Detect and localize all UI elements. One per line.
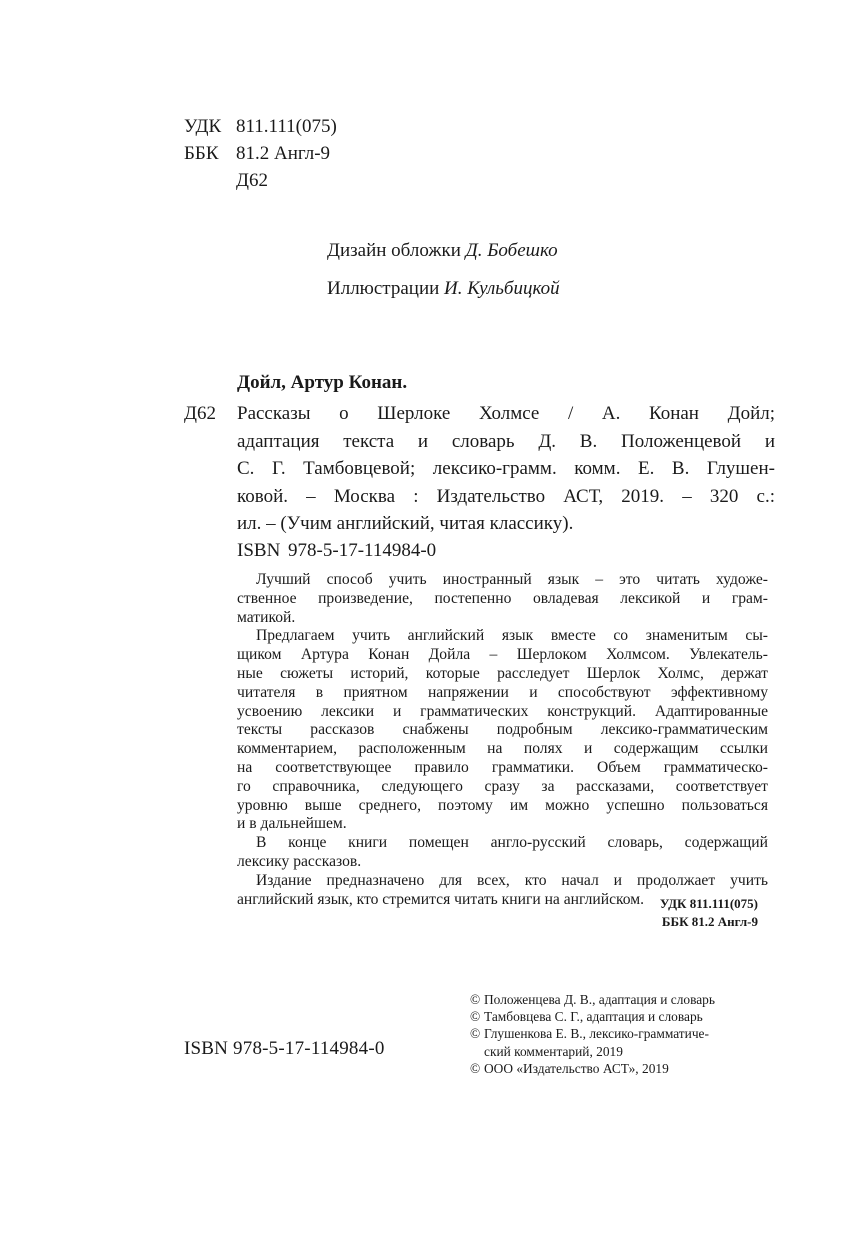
copyright-line (470, 1060, 775, 1077)
copyright-line (470, 1025, 775, 1042)
copyright-text: Положенцева Д. В., адаптация и словарь (484, 992, 715, 1007)
illustrations-label: Иллюстрации (327, 278, 440, 299)
abstract-line: уровню выше среднего, поэтому им можно успешно пользоваться (237, 796, 768, 814)
copyright-symbol: © (470, 1026, 481, 1042)
bib-line: ил. – (Учим английский, читая классику). (237, 513, 574, 534)
copyright-symbol: © (470, 992, 481, 1007)
author-mark: Д62 (236, 170, 268, 191)
bib-line: С. Г. Тамбовцевой; лексико-грамм. комм. Е. В. Глушен- (237, 458, 775, 479)
isbn-top: ISBN 978-5-17-114984-0 (237, 540, 437, 561)
index-codes (600, 895, 775, 931)
abstract-line: Предлагаем учить английский язык вместе со знаменитым сы- (256, 627, 768, 645)
udk-row (184, 113, 337, 140)
copyright-block (470, 991, 775, 1077)
copyright-text: Тамбовцева С. Г., адаптация и словарь (484, 1009, 703, 1025)
index-bbk: ББК 81.2 Англ-9 (661, 914, 758, 929)
copyright-text: ООО «Издательство АСТ», 2019 (484, 1060, 669, 1076)
abstract-line: на соответствующее правило грамматики. Объем грамматическо- (237, 758, 768, 776)
illustrations-credit (327, 278, 560, 300)
classification-block (184, 113, 337, 194)
abstract-line: и в дальнейшем. (237, 815, 347, 833)
abstract (237, 571, 768, 909)
abstract-line: английский язык, кто стремится читать книги на английском. (237, 890, 645, 908)
abstract-line: ные сюжеты историй, которые расследует Шерлок Холмс, держат (237, 664, 768, 682)
cover-design-label: Дизайн обложки (327, 240, 461, 261)
copyright-text-continued: ский комментарий, 2019 (484, 1043, 623, 1059)
abstract-line: комментарием, расположенным на полях и содержащим ссылки (237, 740, 768, 758)
bibliography-code: Д62 (184, 403, 216, 424)
copyright-text: Глушенкова Е. В., лексико-грамматиче- (484, 1026, 709, 1042)
bib-line: адаптация текста и словарь Д. В. Положенцевой и (237, 430, 775, 452)
abstract-line: В конце книги помещен англо-русский словарь, содержащий (256, 834, 768, 852)
abstract-line: усвоению лексики и грамматических конструкций. Адаптированные (237, 702, 768, 720)
copyright-symbol: © (470, 1060, 481, 1076)
abstract-line: матикой. (237, 608, 296, 626)
abstract-line: Издание предназначено для всех, кто начал и продолжает учить (256, 871, 768, 889)
bbk-row (184, 140, 337, 167)
copyright-line (470, 1008, 775, 1025)
book-author: Дойл, Артур Конан. (237, 372, 408, 393)
abstract-line: щиком Артура Конан Дойла – Шерлоком Холмсом. Увлекатель- (237, 646, 768, 664)
cover-design-credit (327, 240, 558, 262)
bbk-label: ББК (184, 143, 219, 164)
cover-designer-name: Д. Бобешко (465, 240, 558, 261)
index-udk: УДК 811.111(075) (659, 896, 758, 911)
abstract-line: тексты рассказов снабжены подробным лексико-грамматическим (237, 721, 768, 739)
bib-line: Рассказы о Шерлоке Холмсе / А. Конан Дойл; (237, 403, 775, 424)
bib-line: ковой. – Москва : Издательство АСТ, 2019. – 320 с.: (237, 485, 775, 507)
bbk-value: 81.2 Англ-9 (236, 143, 331, 164)
illustrator-name: И. Кульбицкой (444, 278, 560, 299)
bibliographic-record (237, 400, 775, 538)
udk-label: УДК (184, 116, 222, 137)
abstract-line: Лучший способ учить иностранный язык – это читать художе- (256, 571, 768, 588)
isbn-bottom: ISBN 978-5-17-114984-0 (184, 1038, 385, 1059)
copyright-symbol: © (470, 1009, 481, 1025)
copyright-line (470, 991, 775, 1008)
abstract-line: го справочника, следующего сразу за рассказами, соответствует (237, 777, 768, 795)
abstract-line: ственное произведение, постепенно овладевая лексикой и грам- (237, 589, 768, 607)
udk-value: 811.111(075) (236, 116, 337, 137)
abstract-line: лексику рассказов. (237, 852, 362, 870)
abstract-line: читателя в приятном напряжении и способствуют эффективному (237, 683, 768, 701)
